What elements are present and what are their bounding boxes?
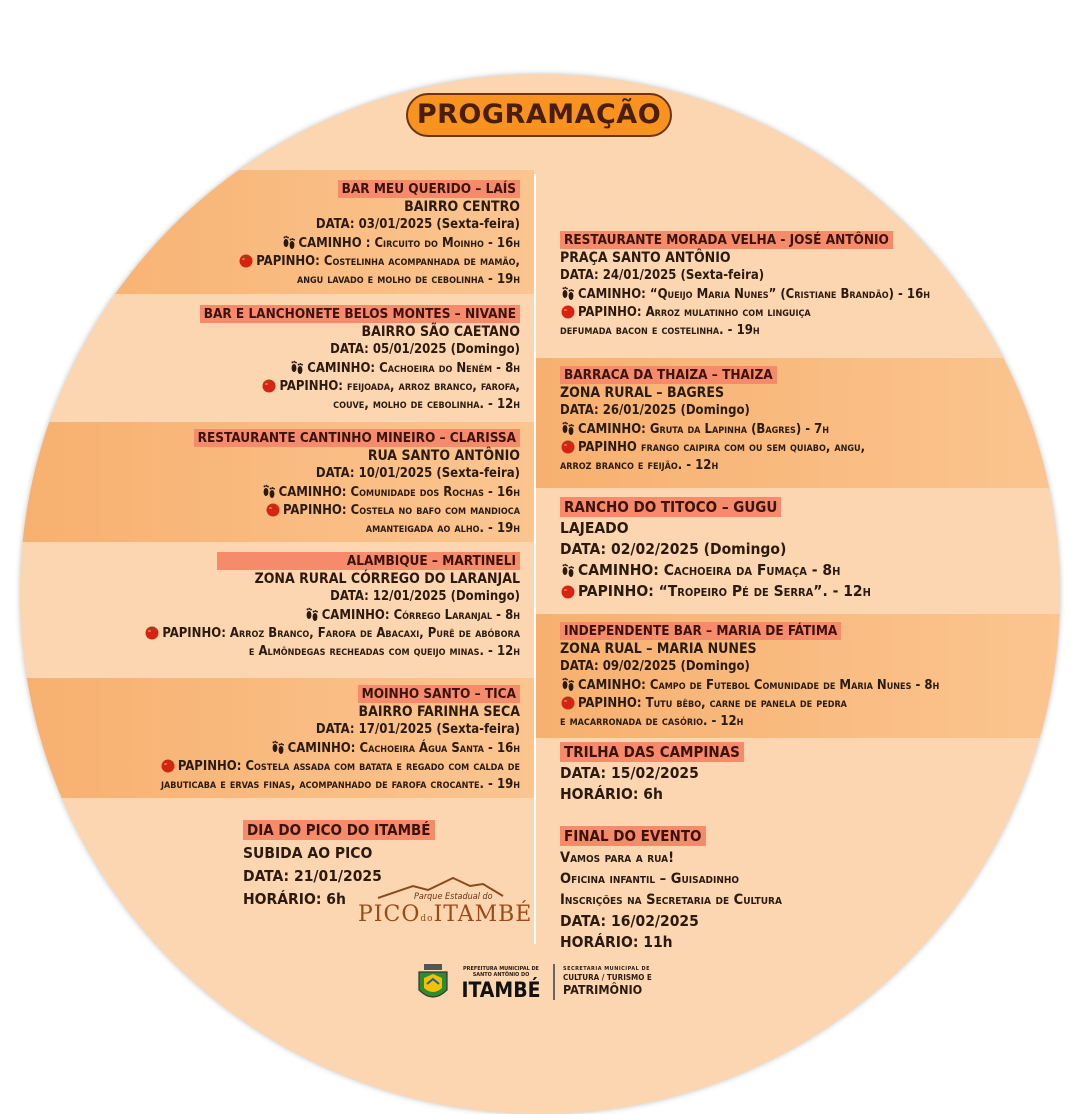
event-alambique — [144, 552, 520, 660]
event-bar-meu-querido — [238, 180, 520, 288]
pico-logo-word-1: PICO — [358, 902, 421, 927]
tomato-icon — [265, 501, 281, 517]
footprints-icon — [560, 420, 576, 436]
center-divider — [534, 174, 536, 944]
event-heading: DIA DO PICO DO ITAMBÉ — [243, 820, 435, 840]
papinho-label: PAPINHO — [578, 696, 637, 711]
event-date: DATA: 09/02/2025 (Domingo) — [560, 659, 750, 674]
footer-secretaria-3: PATRIMÔNIO — [563, 982, 643, 997]
papinho-text-2: amanteigada ao alho. - 19h — [365, 520, 520, 536]
event-morada-velha — [560, 231, 930, 339]
event-place: BAIRRO FARINHA SECA — [358, 703, 520, 720]
footer-logos — [410, 962, 670, 1006]
tomato-icon — [560, 303, 576, 319]
papinho-text: : Costela assada com batata e regado com calda de — [236, 759, 520, 774]
caminho-text: : “Queijo Maria Nunes” (Cristiane Brandão) - 16h — [641, 286, 930, 302]
event-moinho-santo — [160, 685, 520, 793]
papinho-text: feijoada, arroz branco, farofa, — [342, 379, 520, 394]
event-heading: FINAL DO EVENTO — [560, 826, 706, 846]
caminho-text: : Circuito do Moinho - 16h — [361, 235, 520, 251]
tomato-icon — [560, 438, 576, 454]
tomato-icon — [261, 377, 277, 393]
event-rancho-titoco — [560, 497, 871, 602]
footer-secretaria-2: CULTURA / TURISMO E — [563, 973, 652, 982]
caminho-label: CAMINHO — [578, 421, 642, 437]
footprints-icon — [261, 483, 277, 499]
event-date: DATA: 03/01/2025 (Sexta-feira) — [315, 217, 520, 232]
event-date: DATA: 17/01/2025 (Sexta-feira) — [315, 722, 520, 737]
footer-prefeitura-1: PREFEITURA MUNICIPAL DE — [463, 966, 539, 972]
final-line-3: Inscrições na Secretaria de Cultura — [560, 892, 782, 908]
papinho-text: : “Tropeiro Pé de Serra”. - 12h — [648, 582, 871, 600]
caminho-text: : Comunidade dos Rochas - 16h — [341, 484, 520, 500]
papinho-text: Costelinha acompanhada de mamão, — [319, 254, 520, 269]
event-place: RUA SANTO ANTÔNIO — [367, 447, 520, 464]
papinho-label: PAPINHO — [578, 440, 637, 455]
footprints-icon — [560, 562, 576, 578]
event-date: DATA: 12/01/2025 (Domingo) — [330, 589, 520, 604]
pico-logo-word-2: ITAMBÉ — [433, 902, 533, 927]
caminho-text: : Campo de Futebol Comunidade de Maria Nunes - 8h — [641, 677, 940, 693]
caminho-label: CAMINHO — [578, 561, 654, 579]
papinho-text-2: arroz branco e feijão. - 12h — [560, 457, 719, 473]
city-crest-icon — [416, 964, 450, 1004]
event-barraca-thaiza — [560, 366, 865, 474]
caminho-text: : Cachoeira do Neném - 8h — [370, 360, 520, 376]
papinho-label: PAPINHO — [162, 626, 222, 641]
papinho-text-2: angu lavado e molho de cebolinha - 19h — [296, 271, 520, 287]
event-date: DATA: 26/01/2025 (Domingo) — [560, 403, 750, 418]
caminho-text: : Cachoeira Água Santa - 16h — [350, 740, 520, 756]
caminho-label: CAMINHO — [307, 360, 371, 376]
event-heading: RESTAURANTE CANTINHO MINEIRO – CLARISSA — [194, 429, 520, 447]
papinho-text-2: e macarronada de casório. - 12h — [560, 713, 744, 729]
papinho-text-2: couve, molho de cebolinha. - 12h — [333, 396, 520, 412]
papinho-text: : Arroz mulatinho com linguiça — [636, 305, 811, 320]
papinho-label: PAPINHO — [283, 503, 342, 518]
footprints-icon — [289, 359, 305, 375]
event-heading: INDEPENDENTE BAR – MARIA DE FÁTIMA — [560, 622, 841, 640]
caminho-label: CAMINHO — [278, 484, 342, 500]
papinho-text: : Tutu bêbo, carne de panela de pedra — [636, 696, 847, 711]
event-date: DATA: 05/01/2025 (Domingo) — [330, 342, 520, 357]
event-heading: TRILHA DAS CAMPINAS — [560, 742, 744, 762]
caminho-text: : Gruta da Lapinha (Bagres) - 7h — [641, 421, 830, 437]
pico-line-3: HORÁRIO: 6h — [243, 890, 346, 908]
footprints-icon — [304, 606, 320, 622]
papinho-text: : Costela no bafo com mandioca — [341, 503, 520, 518]
event-place: BAIRRO SÃO CAETANO — [361, 323, 520, 340]
footprints-icon — [560, 676, 576, 692]
trilha-line-1: DATA: 15/02/2025 — [560, 764, 699, 782]
event-heading: BAR MEU QUERIDO – LAÍS — [338, 180, 520, 198]
tomato-icon — [160, 757, 176, 773]
tomato-icon — [560, 583, 576, 599]
footer-secretaria-1: SECRETARIA MUNICIPAL DE — [563, 966, 650, 972]
event-date: DATA: 10/01/2025 (Sexta-feira) — [315, 466, 520, 481]
final-line-2: Oficina infantil – Guisadinho — [560, 871, 740, 887]
event-heading: MOINHO SANTO – TICA — [358, 685, 520, 703]
pico-line-2: DATA: 21/01/2025 — [243, 867, 382, 885]
event-heading: BAR E LANCHONETE BELOS MONTES – NIVANE — [200, 305, 520, 323]
caminho-text: : Córrego Laranjal - 8h — [384, 607, 520, 623]
papinho-text: : Arroz Branco, Farofa de Abacaxi, Purê de abóbora — [221, 626, 520, 641]
final-line-4: DATA: 16/02/2025 — [560, 912, 699, 930]
event-independente-bar — [560, 622, 939, 730]
footer-city: ITAMBÉ — [461, 978, 541, 1002]
papinho-text-2: defumada bacon e costelinha. - 19h — [560, 322, 760, 338]
papinho-label: PAPINHO — [578, 582, 649, 600]
caminho-text: : Cachoeira da Fumaça - 8h — [653, 561, 841, 579]
footprints-icon — [281, 234, 297, 250]
papinho-label: PAPINHO: — [256, 254, 320, 269]
caminho-label: CAMINHO — [287, 740, 351, 756]
caminho-label: CAMINHO — [321, 607, 385, 623]
event-place: PRAÇA SANTO ANTÔNIO — [560, 249, 731, 266]
papinho-label: PAPINHO — [578, 305, 637, 320]
event-place: LAJEADO — [560, 519, 629, 537]
footprints-icon — [270, 739, 286, 755]
event-heading: ALAMBIQUE – MARTINELI — [217, 552, 520, 570]
event-trilha-campinas — [560, 742, 744, 805]
footer-prefeitura-2: SANTO ANTÔNIO DO — [472, 972, 530, 978]
papinho-label: PAPINHO — [177, 759, 237, 774]
caminho-label: CAMINHO — [578, 677, 642, 693]
footprints-icon — [560, 285, 576, 301]
pico-logo-small: Parque Estadual do — [414, 892, 493, 902]
tomato-icon — [560, 694, 576, 710]
event-heading: RESTAURANTE MORADA VELHA - JOSÉ ANTÔNIO — [560, 231, 893, 249]
event-date: DATA: 02/02/2025 (Domingo) — [560, 540, 787, 558]
event-heading: BARRACA DA THAIZA – THAIZA — [560, 366, 777, 384]
trilha-line-2: HORÁRIO: 6h — [560, 785, 663, 803]
event-heading: RANCHO DO TITOCO – GUGU — [560, 497, 781, 517]
event-place: BAIRRO CENTRO — [404, 198, 520, 215]
papinho-text-2: e Almôndegas recheadas com queijo minas. - 12h — [248, 643, 520, 659]
pico-logo — [358, 876, 533, 932]
event-place: ZONA RURAL – BAGRES — [560, 384, 725, 401]
event-final — [560, 826, 782, 953]
caminho-label: CAMINHO — [298, 235, 362, 251]
final-line-5: HORÁRIO: 11h — [560, 933, 673, 951]
papinho-label: PAPINHO: — [279, 379, 343, 394]
event-place: ZONA RURAL CÓRREGO DO LARANJAL — [254, 570, 520, 587]
tomato-icon — [144, 624, 160, 640]
tomato-icon — [238, 252, 254, 268]
final-line-1: Vamos para a rua! — [560, 850, 675, 866]
pico-line-1: SUBIDA AO PICO — [243, 844, 373, 862]
event-belos-montes — [200, 305, 520, 413]
papinho-text: frango caipira com ou sem quiabo, angu, — [636, 440, 866, 455]
page-title: PROGRAMAÇÃO — [406, 93, 672, 137]
pico-logo-do: do — [420, 914, 434, 924]
event-date: DATA: 24/01/2025 (Sexta-feira) — [560, 268, 765, 283]
event-cantinho-mineiro — [194, 429, 520, 537]
event-place: ZONA RUAL – MARIA NUNES — [560, 640, 757, 657]
caminho-label: CAMINHO — [578, 286, 642, 302]
papinho-text-2: jabuticaba e ervas finas, acompanhado de farofa crocante. - 19h — [160, 776, 520, 792]
